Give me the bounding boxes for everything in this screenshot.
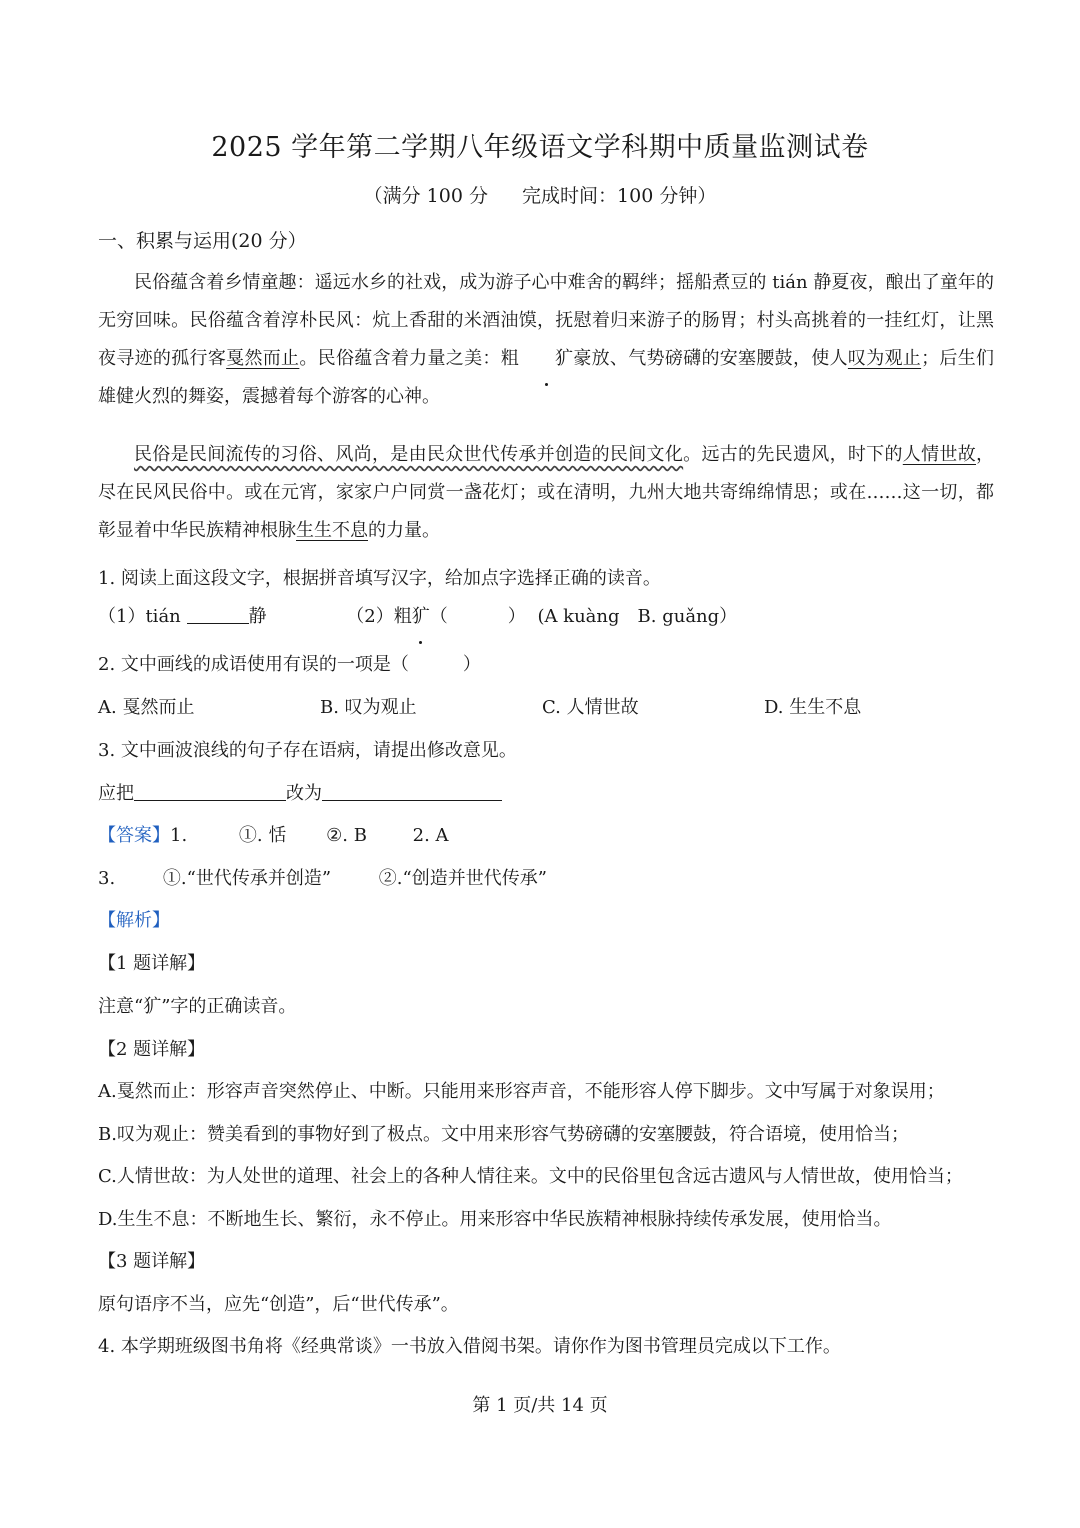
question-1-stem: 1. 阅读上面这段文字，根据拼音填写汉字，给加点字选择正确的读音。 — [98, 568, 661, 589]
detail-2-heading: 【2 题详解】 — [98, 1039, 206, 1060]
detail-2-c: C.人情世故：为人处世的道理、社会上的各种人情往来。文中的民俗里包含远古遗风与人情世故，使用恰当； — [98, 1166, 963, 1187]
q1-part1-blank[interactable] — [187, 601, 249, 624]
question-4-stem: 4. 本学期班级图书角将《经典常谈》一书放入借阅书架。请你作为图书管理员完成以下工作。 — [98, 1336, 841, 1357]
detail-2-a: A.戛然而止：形容声音突然停止、中断。只能用来形容声音，不能形容人停下脚步。文中写属于对象误用； — [98, 1081, 945, 1102]
detail-2-d: D.生生不息：不断地生长、繁衍，永不停止。用来形容中华民族精神根脉持续传承发展，使用恰当。 — [98, 1209, 892, 1230]
wavy-underlined-sentence: 民俗是民间流传的习俗、风尚，是由民众世代传承并创造的民间文化 — [134, 444, 684, 465]
q3-blank-original[interactable] — [134, 778, 286, 801]
passage-text: ；后生们雄健火烈的舞姿，震撼着每个游客的心神。 — [98, 348, 995, 407]
underlined-idiom: 戛然而止 — [226, 348, 300, 369]
q1-part1-prefix: （1）tián — [98, 606, 181, 627]
answer-line-1 — [98, 817, 994, 855]
answer-text: ②.“创造并世代传承” — [378, 868, 547, 889]
passage-text: 豪放、气势磅礴的安塞腰鼓，使人 — [573, 348, 848, 369]
answer-text: 3. — [98, 868, 116, 889]
dotted-character: 犷 — [412, 598, 430, 636]
dotted-character: 犷 — [519, 340, 573, 378]
q3-blank-revised[interactable] — [322, 778, 502, 801]
full-score: （满分 100 分 — [363, 185, 488, 207]
answer-text: ①.“世代传承并创造” — [162, 868, 332, 889]
passage-text: 。远古的先民遗风，时下的 — [683, 444, 903, 465]
passage-text: 的力量。 — [368, 520, 440, 541]
answer-label: 【答案】 — [98, 825, 170, 846]
time-limit: 完成时间：100 分钟） — [522, 185, 717, 207]
detail-1-heading: 【1 题详解】 — [98, 953, 206, 974]
q2-option-d: D. 生生不息 — [764, 697, 862, 718]
analysis-label: 【解析】 — [98, 910, 170, 931]
page-number: 第 1 页/共 14 页 — [472, 1395, 608, 1416]
answer-text: ②. B — [326, 825, 367, 846]
question-2-stem: 2. 文中画线的成语使用有误的一项是（ ） — [98, 654, 481, 675]
answer-text: 1. — [170, 825, 188, 846]
passage-text: 民俗蕴含着乡情童趣：遥远水乡的社戏，成为游子心中难舍的羁绊；摇船煮豆的 tián 静夏夜，酿出了童年的无穷回味。民俗蕴含着淳朴民风：炕上香甜的米酒油馍，抚慰着归来游子的肠胃；村头高挑着的一挂红灯，让黑夜寻迹的孤行客 — [98, 272, 994, 369]
q1-part2-prefix: （2）粗 — [346, 606, 412, 627]
passage-text: ，尽在民风民俗中。或在元宵，家家户户同赏一盏花灯；或在清明，九州大地共寄绵绵情思；或在……这一切，都彰显着中华民族精神根脉 — [98, 444, 995, 541]
q1-part2-options: (A kuàng B. guǎng） — [537, 606, 738, 627]
question-1-parts — [98, 598, 994, 636]
detail-3-text: 原句语序不当，应先“创造”，后“世代传承”。 — [98, 1294, 459, 1315]
detail-1-text: 注意“犷”字的正确读音。 — [98, 996, 297, 1017]
q1-part1-suffix: 静 — [248, 606, 267, 627]
question-3-answer-line — [98, 775, 994, 813]
q1-part2-paren-close: ） — [507, 606, 526, 627]
q3-should: 应把 — [98, 783, 134, 804]
section-heading: 一、积累与运用(20 分） — [98, 230, 307, 252]
answer-line-2 — [98, 860, 994, 898]
detail-2-b: B.叹为观止：赞美看到的事物好到了极点。文中用来形容气势磅礴的安塞腰鼓，符合语境，使用恰当； — [98, 1124, 909, 1145]
underlined-idiom: 人情世故 — [902, 444, 977, 465]
answer-text: ①. 恬 — [238, 825, 287, 846]
q1-part2-paren-open: （ — [429, 606, 448, 627]
answer-text: 2. A — [412, 825, 449, 846]
passage-paragraph-2 — [98, 436, 994, 550]
question-3-stem: 3. 文中画波浪线的句子存在语病，请提出修改意见。 — [98, 740, 517, 761]
q2-option-b: B. 叹为观止 — [320, 697, 417, 718]
page-subtitle — [0, 178, 1080, 214]
underlined-idiom: 叹为观止 — [847, 348, 922, 369]
passage-paragraph-1 — [98, 264, 994, 416]
q2-option-c: C. 人情世故 — [542, 697, 639, 718]
q3-change-to: 改为 — [286, 783, 322, 804]
underlined-idiom: 生生不息 — [296, 520, 368, 541]
page-title: 2025 学年第二学期八年级语文学科期中质量监测试卷 — [211, 132, 869, 163]
detail-3-heading: 【3 题详解】 — [98, 1251, 206, 1272]
question-2-options — [98, 689, 994, 727]
passage-text: 。民俗蕴含着力量之美：粗 — [299, 348, 520, 369]
q2-option-a: A. 戛然而止 — [98, 697, 195, 718]
